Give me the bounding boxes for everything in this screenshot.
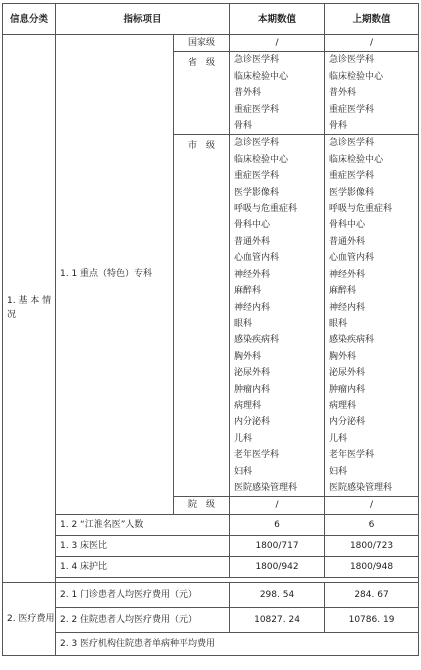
hospital-current: / xyxy=(230,497,325,514)
list-item: 眼科 xyxy=(329,318,348,329)
list-item: 病理科 xyxy=(329,400,357,411)
category-basic: 1. 基 本 情况 xyxy=(3,35,56,583)
header-row xyxy=(3,4,419,35)
bed-nurse-ratio-previous: 1800/948 xyxy=(325,556,419,577)
list-item: 眼科 xyxy=(234,318,253,329)
list-item: 临床检验中心 xyxy=(234,71,289,82)
list-item: 医学影像科 xyxy=(234,187,280,198)
list-item: 神经外科 xyxy=(234,269,271,280)
list-item: 内分泌科 xyxy=(234,417,271,428)
inpatient-cost-previous: 10786. 19 xyxy=(325,607,419,632)
list-item: 神经内科 xyxy=(329,302,366,313)
outpatient-cost-label: 2. 1 门诊患者人均医疗费用（元） xyxy=(56,582,230,607)
table-row xyxy=(3,582,419,607)
list-item: 胸外科 xyxy=(234,351,262,362)
list-item: 呼吸与危重症科 xyxy=(329,204,393,215)
list-item: 重症医学科 xyxy=(329,171,375,182)
list-item: 泌尿外科 xyxy=(329,368,366,379)
bed-nurse-ratio-label: 1. 4 床护比 xyxy=(56,556,230,577)
list-item: 感染疾病科 xyxy=(329,335,375,346)
list-item: 妇科 xyxy=(234,466,253,477)
famous-doctors-label: 1. 2 “江淮名医”人数 xyxy=(56,514,230,535)
level-hospital: 院 级 xyxy=(174,497,230,514)
hospital-previous: / xyxy=(325,497,419,514)
list-item: 麻醉科 xyxy=(234,286,262,297)
outpatient-cost-current: 298. 54 xyxy=(230,582,325,607)
national-current: / xyxy=(230,35,325,52)
bed-doctor-ratio-current: 1800/717 xyxy=(230,535,325,556)
level-municipal: 市 级 xyxy=(174,135,230,497)
header-previous: 上期数值 xyxy=(325,4,419,35)
famous-doctors-previous: 6 xyxy=(325,514,419,535)
provincial-current-list xyxy=(230,52,325,135)
list-item: 儿科 xyxy=(329,433,348,444)
single-disease-cost-label: 2. 3 医疗机构住院患者单病种平均费用 xyxy=(56,632,419,655)
table-row xyxy=(3,632,419,655)
bed-doctor-ratio-previous: 1800/723 xyxy=(325,535,419,556)
list-item: 麻醉科 xyxy=(329,286,357,297)
list-item: 心血管内科 xyxy=(329,253,375,264)
list-item: 医院感染管理科 xyxy=(329,482,393,493)
list-item: 心血管内科 xyxy=(234,253,280,264)
list-item: 医学影像科 xyxy=(329,187,375,198)
bed-nurse-ratio-current: 1800/942 xyxy=(230,556,325,577)
list-item: 临床检验中心 xyxy=(234,154,289,165)
list-item: 老年医学科 xyxy=(329,450,375,461)
list-item: 病理科 xyxy=(234,400,262,411)
national-row xyxy=(3,35,419,52)
header-current: 本期数值 xyxy=(230,4,325,35)
list-item: 骨科中心 xyxy=(234,220,271,231)
list-item: 临床检验中心 xyxy=(329,154,384,165)
list-item: 神经内科 xyxy=(234,302,271,313)
list-item: 普通外科 xyxy=(329,236,366,247)
list-item: 急诊医学科 xyxy=(234,55,280,66)
list-item: 临床检验中心 xyxy=(329,71,384,82)
list-item: 内分泌科 xyxy=(329,417,366,428)
list-item: 骨科中心 xyxy=(329,220,366,231)
national-previous: / xyxy=(325,35,419,52)
level-provincial: 省 级 xyxy=(174,52,230,135)
list-item: 普外科 xyxy=(329,88,357,99)
list-item: 神经外科 xyxy=(329,269,366,280)
category-cost: 2. 医疗费用 xyxy=(3,582,56,655)
list-item: 肿瘤内科 xyxy=(234,384,271,395)
list-item: 泌尿外科 xyxy=(234,368,271,379)
level-national: 国家级 xyxy=(174,35,230,52)
outpatient-cost-previous: 284. 67 xyxy=(325,582,419,607)
list-item: 骨科 xyxy=(329,121,348,132)
list-item: 普外科 xyxy=(234,88,262,99)
list-item: 重症医学科 xyxy=(234,104,280,115)
list-item: 儿科 xyxy=(234,433,253,444)
list-item: 急诊医学科 xyxy=(329,55,375,66)
list-item: 感染疾病科 xyxy=(234,335,280,346)
table-row xyxy=(3,556,419,577)
list-item: 医院感染管理科 xyxy=(234,482,298,493)
list-item: 妇科 xyxy=(329,466,348,477)
list-item: 老年医学科 xyxy=(234,450,280,461)
list-item: 急诊医学科 xyxy=(329,138,375,149)
inpatient-cost-current: 10827. 24 xyxy=(230,607,325,632)
table-row xyxy=(3,607,419,632)
provincial-previous-list xyxy=(325,52,419,135)
list-item: 呼吸与危重症科 xyxy=(234,204,298,215)
list-item: 肿瘤内科 xyxy=(329,384,366,395)
list-item: 胸外科 xyxy=(329,351,357,362)
specialty-label: 1. 1 重点（特色）专科 xyxy=(56,35,174,515)
table-row xyxy=(3,535,419,556)
list-item: 骨科 xyxy=(234,121,253,132)
list-item: 重症医学科 xyxy=(329,104,375,115)
header-indicator: 指标项目 xyxy=(56,4,230,35)
table-row xyxy=(3,514,419,535)
hospital-info-table xyxy=(2,3,419,656)
header-category: 信息分类 xyxy=(3,4,56,35)
bed-doctor-ratio-label: 1. 3 床医比 xyxy=(56,535,230,556)
famous-doctors-current: 6 xyxy=(230,514,325,535)
municipal-current-list xyxy=(230,135,325,497)
municipal-previous-list xyxy=(325,135,419,497)
list-item: 重症医学科 xyxy=(234,171,280,182)
list-item: 普通外科 xyxy=(234,236,271,247)
list-item: 急诊医学科 xyxy=(234,138,280,149)
inpatient-cost-label: 2. 2 住院患者人均医疗费用（元） xyxy=(56,607,230,632)
